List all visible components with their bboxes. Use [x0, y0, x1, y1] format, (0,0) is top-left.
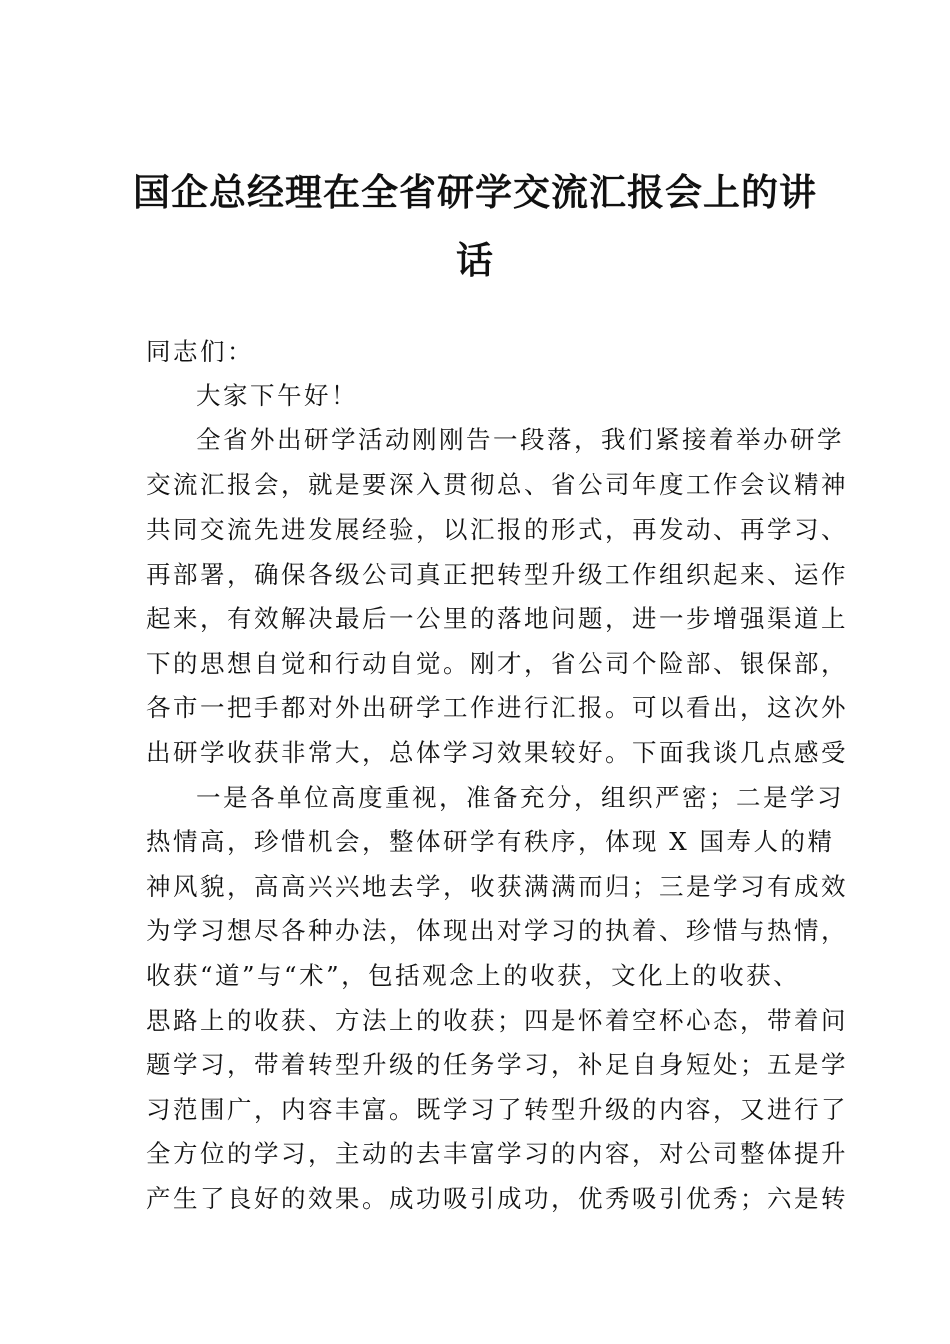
greeting: 大家下午好！ — [196, 381, 358, 410]
paragraph-1-line: 各市一把手都对外出研学工作进行汇报。可以看出，这次外 — [146, 693, 848, 722]
paragraph-2-line: 产生了良好的效果。成功吸引成功，优秀吸引优秀；六是转 — [146, 1184, 848, 1213]
paragraph-2-line: 热情高，珍惜机会，整体研学有秩序，体现 X 国寿人的精 — [146, 827, 835, 856]
paragraph-2-line: 为学习想尽各种办法，体现出对学习的执着、珍惜与热情， — [146, 916, 848, 945]
paragraph-2-line: 神风貌，高高兴兴地去学，收获满满而归；三是学习有成效 — [146, 872, 848, 901]
paragraph-1-line: 共同交流先进发展经验，以汇报的形式，再发动、再学习、 — [146, 515, 848, 544]
paragraph-2-line: 全方位的学习，主动的去丰富学习的内容，对公司整体提升 — [146, 1139, 848, 1168]
paragraph-1-line: 起来，有效解决最后一公里的落地问题，进一步增强渠道上 — [146, 604, 848, 633]
paragraph-1-line: 出研学收获非常大，总体学习效果较好。下面我谈几点感受 — [146, 738, 848, 767]
document-title-line-2: 话 — [456, 239, 494, 282]
paragraph-2-line: 一是各单位高度重视，准备充分，组织严密；二是学习 — [196, 783, 844, 812]
paragraph-2-line: 习范围广，内容丰富。既学习了转型升级的内容，又进行了 — [146, 1095, 848, 1124]
paragraph-2-line: 题学习，带着转型升级的任务学习，补足自身短处；五是学 — [146, 1050, 848, 1079]
salutation: 同志们： — [146, 337, 254, 366]
document-title-line-1: 国企总经理在全省研学交流汇报会上的讲 — [133, 171, 817, 214]
paragraph-1-line: 全省外出研学活动刚刚告一段落，我们紧接着举办研学 — [196, 425, 844, 454]
paragraph-1-line: 下的思想自觉和行动自觉。刚才，省公司个险部、银保部， — [146, 649, 848, 678]
paragraph-1-line: 再部署，确保各级公司真正把转型升级工作组织起来、运作 — [146, 560, 848, 589]
paragraph-2-line: 思路上的收获、方法上的收获；四是怀着空杯心态，带着问 — [146, 1006, 848, 1035]
paragraph-2-line: 收获“道”与“术”，包括观念上的收获，文化上的收获、 — [146, 961, 801, 990]
paragraph-1-line: 交流汇报会，就是要深入贯彻总、省公司年度工作会议精神 — [146, 470, 848, 499]
